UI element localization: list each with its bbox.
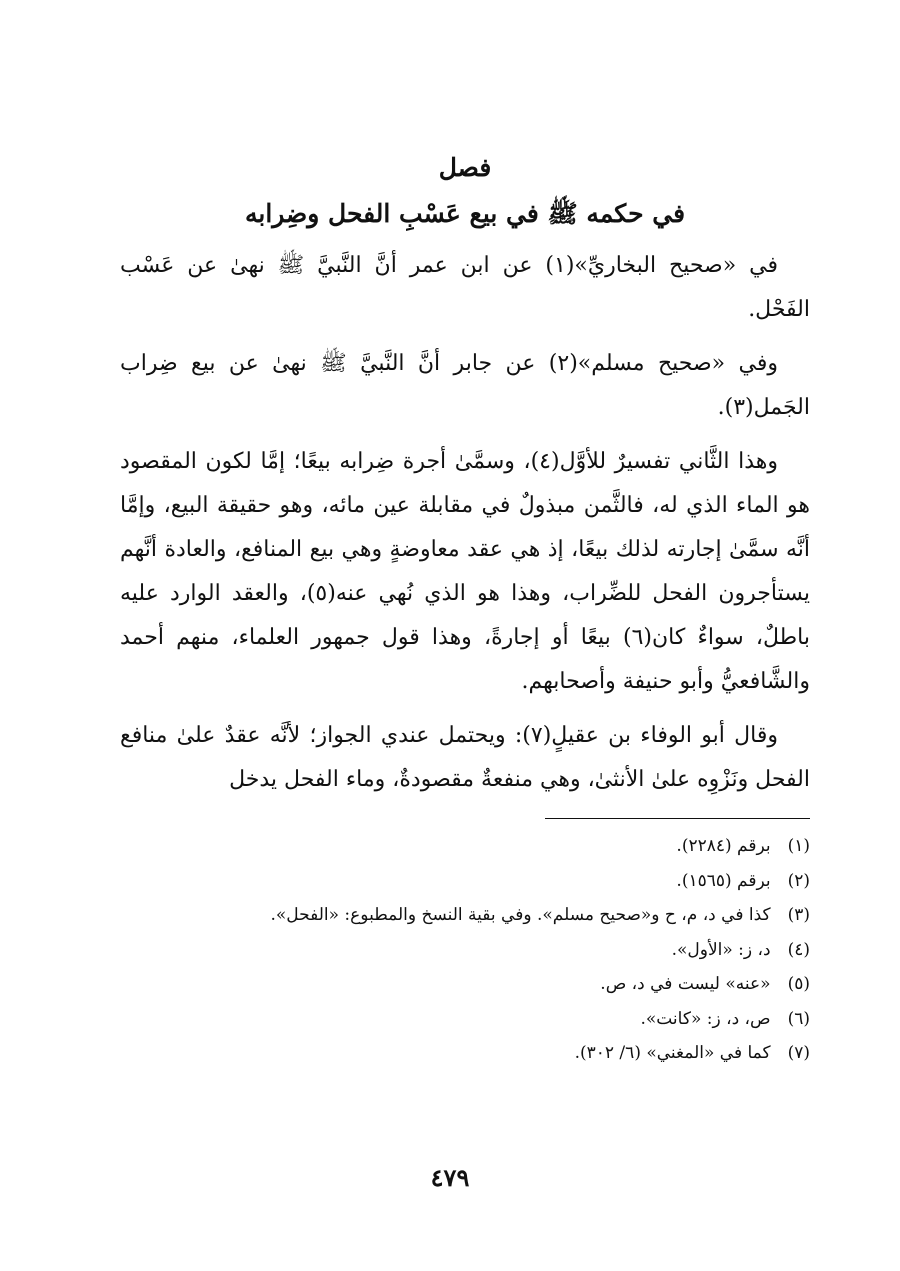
footnotes [120, 829, 810, 1071]
footnote-number: (١) [787, 836, 810, 856]
paragraph-4: وقال أبو الوفاء بن عقيلٍ(٧): ويحتمل عندي الجواز؛ لأنَّه عقدٌ علىٰ منافع الفحل ونَزْوِه علىٰ الأنثىٰ، وهي منفعةٌ مقصودةٌ، وماء الفحل يدخل [120, 723, 810, 792]
paragraph-3: وهذا الثَّاني تفسيرٌ للأوَّل(٤)، وسمَّىٰ أجرة ضِرابه بيعًا؛ إمَّا لكون المقصود هو الماء الذي له، فالثَّمن مبذولٌ في مقابلة عين مائه، وهو حقيقة البيع، وإمَّا أنَّه سمَّىٰ إجارته لذلك بيعًا، إذ هي عقد معاوضةٍ وهي بيع المنافع، والعادة أنَّهم يستأجرون الفحل للضِّراب، وهذا هو الذي نُهي عنه(٥)، والعقد الوارد عليه باطلٌ، سواءٌ كان(٦) بيعًا أو إجارةً، وهذا قول جمهور العلماء، منهم أحمد والشَّافعيُّ وأبو حنيفة وأصحابهم. [120, 449, 810, 694]
footnote [120, 1036, 810, 1071]
footnote-text: ص، د، ز: «كانت». [640, 1008, 771, 1029]
footnote [120, 1002, 810, 1037]
footnote [120, 967, 810, 1002]
footnote-number: (٥) [787, 974, 810, 994]
footnote-text: د، ز: «الأول». [671, 939, 771, 960]
footnote-text: كما في «المغني» (٦/ ٣٠٢). [574, 1043, 771, 1063]
footnote-separator-wrap [120, 818, 810, 819]
footnote-text: برقم (١٥٦٥). [676, 870, 771, 891]
footnote [120, 898, 810, 933]
section-title: فصل [438, 153, 492, 182]
footnote [120, 864, 810, 899]
paragraph-2: وفي «صحيح مسلم»(٢) عن جابر أنَّ النَّبيَّ ﷺ نهىٰ عن بيع ضِراب الجَمل(٣). [120, 351, 810, 420]
footnote-number: (٢) [787, 870, 810, 891]
footnote-separator [545, 818, 810, 819]
section-subtitle: في حكمه ﷺ في بيع عَسْبِ الفحل وضِرابه [244, 199, 686, 228]
footnote-text: «عنه» ليست في د، ص. [600, 974, 771, 994]
footnote [120, 829, 810, 864]
footnote-text: برقم (٢٢٨٤). [676, 836, 771, 856]
footnote-number: (٧) [787, 1043, 810, 1063]
footnote [120, 933, 810, 968]
page-number: ٤٧٩ [430, 1163, 470, 1192]
footnote-number: (٦) [787, 1008, 810, 1029]
footnote-number: (٣) [787, 905, 810, 925]
footnote-number: (٤) [787, 939, 810, 960]
book-page [120, 140, 810, 1220]
footnote-text: كذا في د، م، ح و«صحيح مسلم». وفي بقية النسخ والمطبوع: «الفحل». [270, 905, 771, 925]
paragraph-1: في «صحيح البخاريِّ»(١) عن ابن عمر أنَّ النَّبيَّ ﷺ نهىٰ عن عَسْب الفَحْل. [120, 253, 810, 322]
